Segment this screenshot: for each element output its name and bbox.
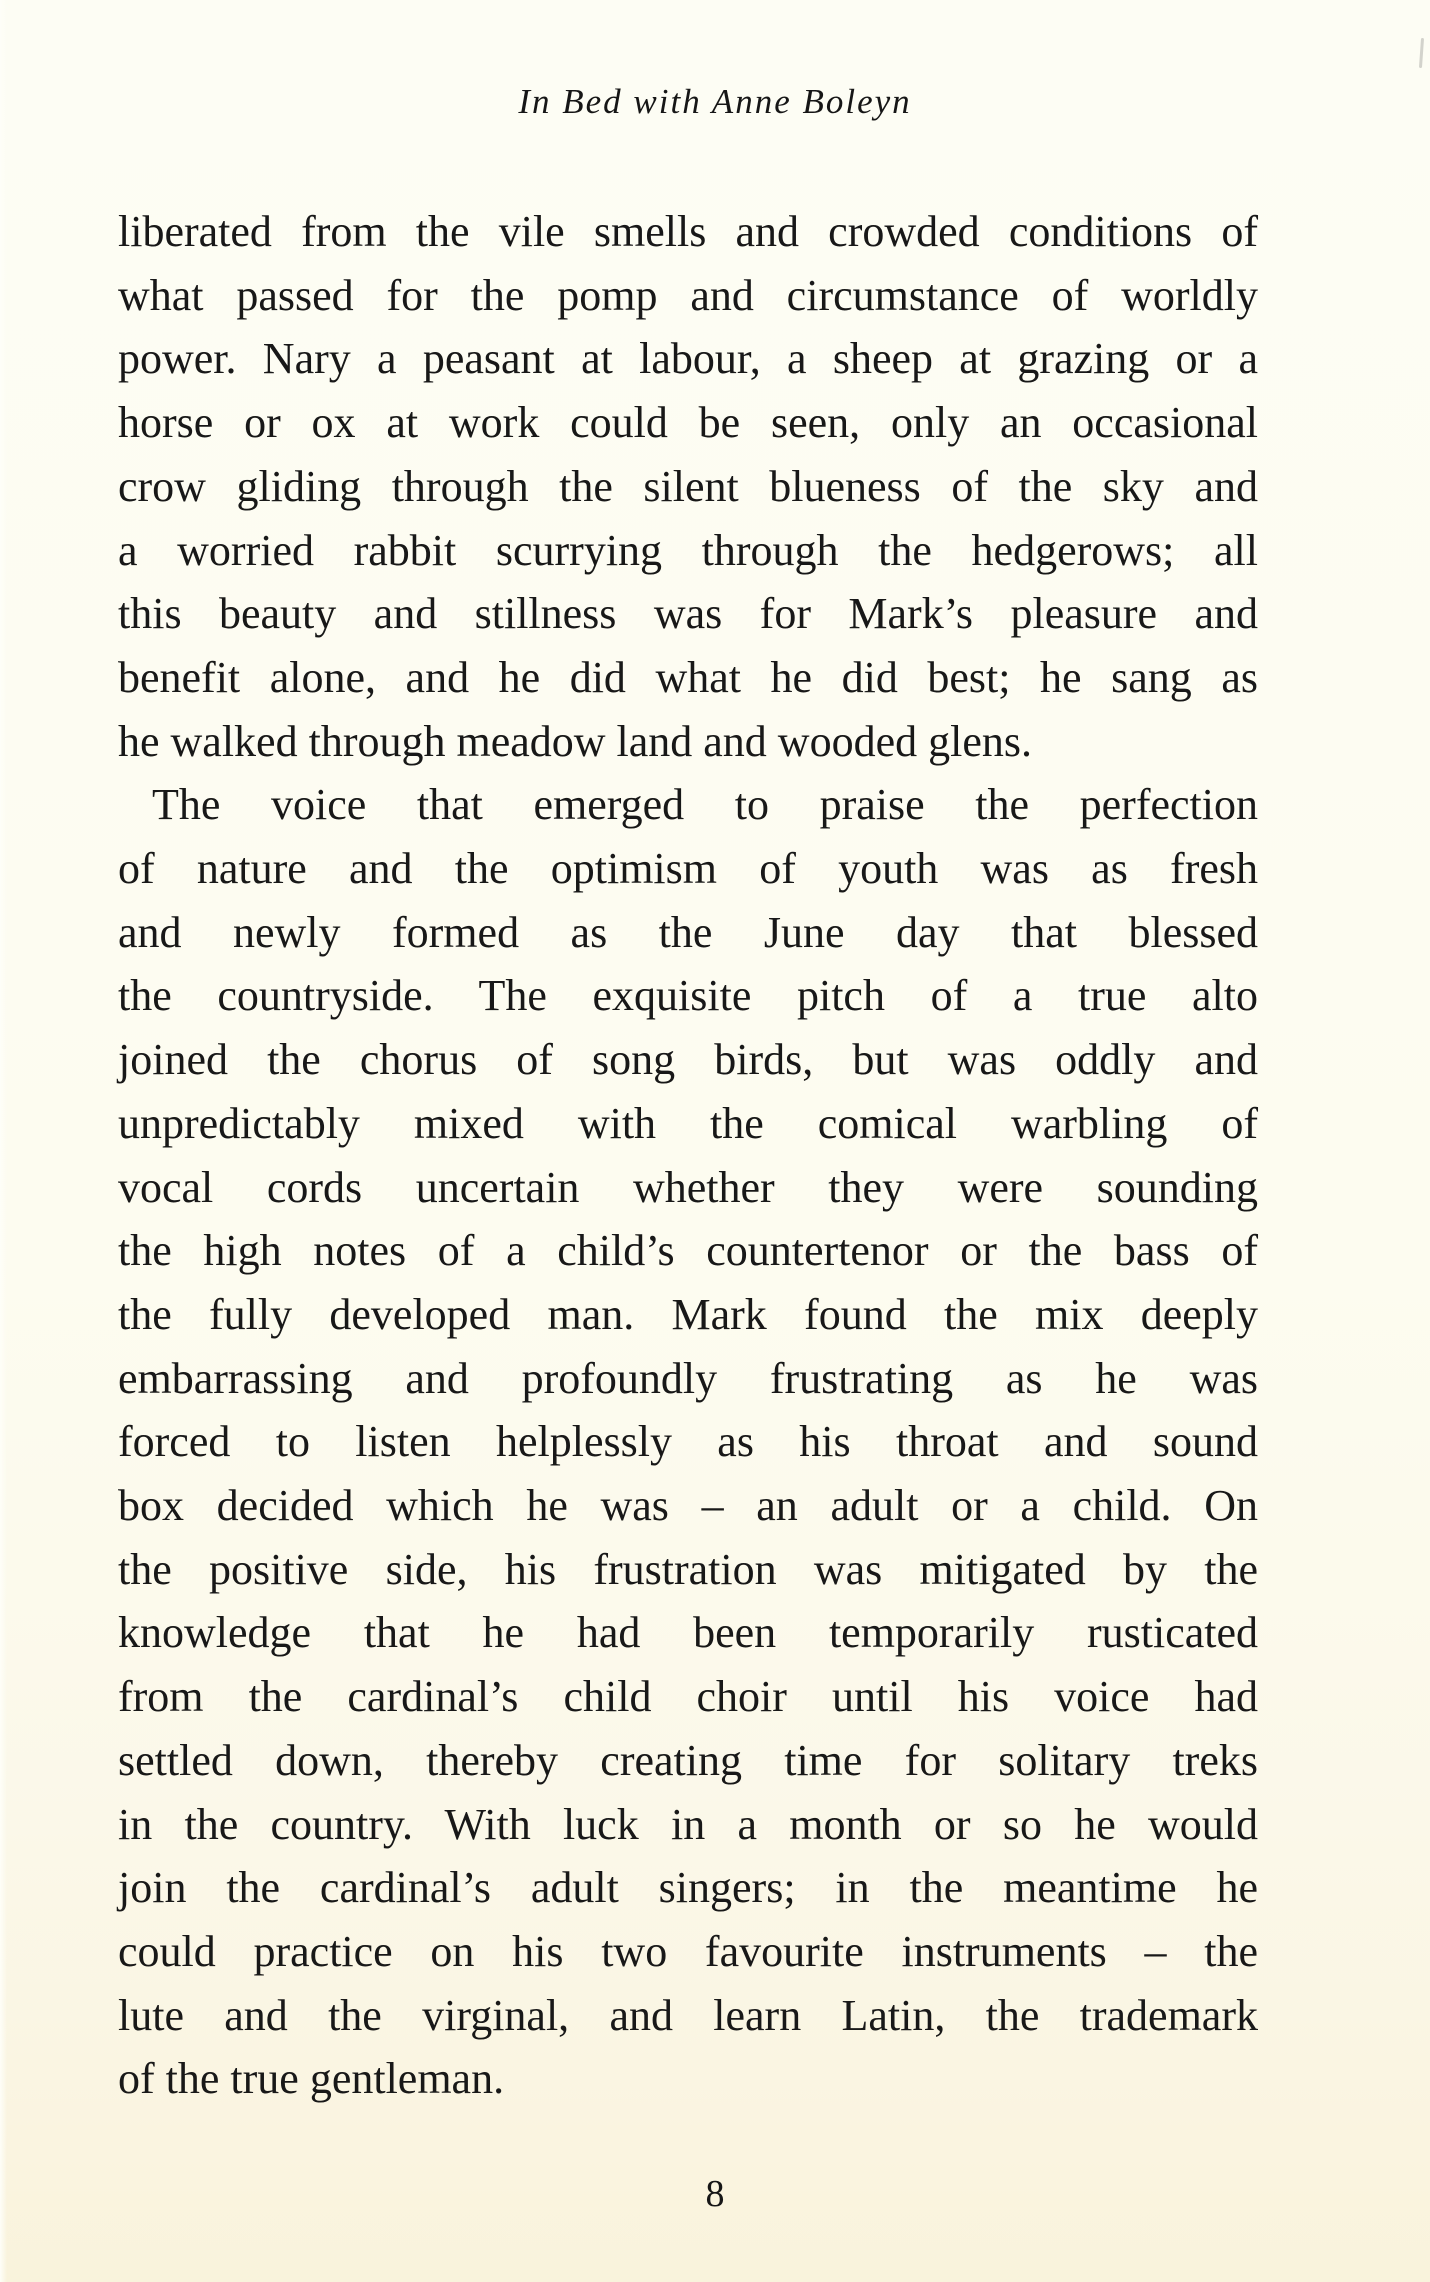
- text-line: could practice on his two favourite instruments – the: [118, 1926, 1258, 1976]
- text-line: knowledge that he had been temporarily rusticated: [118, 1608, 1258, 1658]
- body-text: [118, 200, 1258, 2111]
- text-line: the fully developed man. Mark found the mix deeply: [118, 1289, 1258, 1339]
- text-line: embarrassing and profoundly frustrating as he was: [118, 1353, 1258, 1403]
- running-header: In Bed with Anne Boleyn: [518, 82, 912, 121]
- text-line: The voice that emerged to praise the perfection: [152, 780, 1258, 830]
- text-line: crow gliding through the silent blueness of the sky and: [118, 461, 1258, 511]
- text-line: what passed for the pomp and circumstance of worldly: [118, 270, 1258, 320]
- text-line: of nature and the optimism of youth was as fresh: [118, 844, 1258, 894]
- text-line: this beauty and stillness was for Mark’s pleasure and: [118, 589, 1258, 639]
- text-line: the high notes of a child’s countertenor or the bass of: [118, 1226, 1258, 1276]
- text-line: the positive side, his frustration was mitigated by the: [118, 1544, 1258, 1594]
- text-line: box decided which he was – an adult or a child. On: [118, 1481, 1258, 1531]
- text-line: vocal cords uncertain whether they were sounding: [118, 1162, 1258, 1212]
- text-line: of the true gentleman.: [118, 2054, 505, 2104]
- text-line: lute and the virginal, and learn Latin, the trademark: [118, 1990, 1258, 2040]
- text-line: forced to listen helplessly as his throat and sound: [118, 1417, 1258, 1467]
- text-line: join the cardinal’s adult singers; in the meantime he: [118, 1863, 1258, 1913]
- scan-artifact-mark: [1419, 38, 1424, 68]
- text-line: benefit alone, and he did what he did best; he sang as: [118, 652, 1258, 702]
- text-line: a worried rabbit scurrying through the hedgerows; all: [118, 525, 1258, 575]
- text-line: power. Nary a peasant at labour, a sheep at grazing or a: [118, 334, 1258, 384]
- scan-edge-highlight: [0, 0, 7, 2282]
- text-line: in the country. With luck in a month or so he would: [118, 1799, 1258, 1849]
- text-line: horse or ox at work could be seen, only an occasional: [118, 398, 1258, 448]
- text-line: from the cardinal’s child choir until his voice had: [118, 1672, 1258, 1722]
- text-line: he walked through meadow land and wooded glens.: [118, 716, 1032, 766]
- text-line: the countryside. The exquisite pitch of a true alto: [118, 971, 1258, 1021]
- page-number: 8: [705, 2173, 725, 2215]
- text-line: joined the chorus of song birds, but was oddly and: [118, 1035, 1258, 1085]
- text-line: liberated from the vile smells and crowded conditions of: [118, 207, 1258, 256]
- text-line: settled down, thereby creating time for solitary treks: [118, 1735, 1258, 1785]
- text-line: unpredictably mixed with the comical warbling of: [118, 1098, 1258, 1148]
- text-line: and newly formed as the June day that blessed: [118, 907, 1258, 957]
